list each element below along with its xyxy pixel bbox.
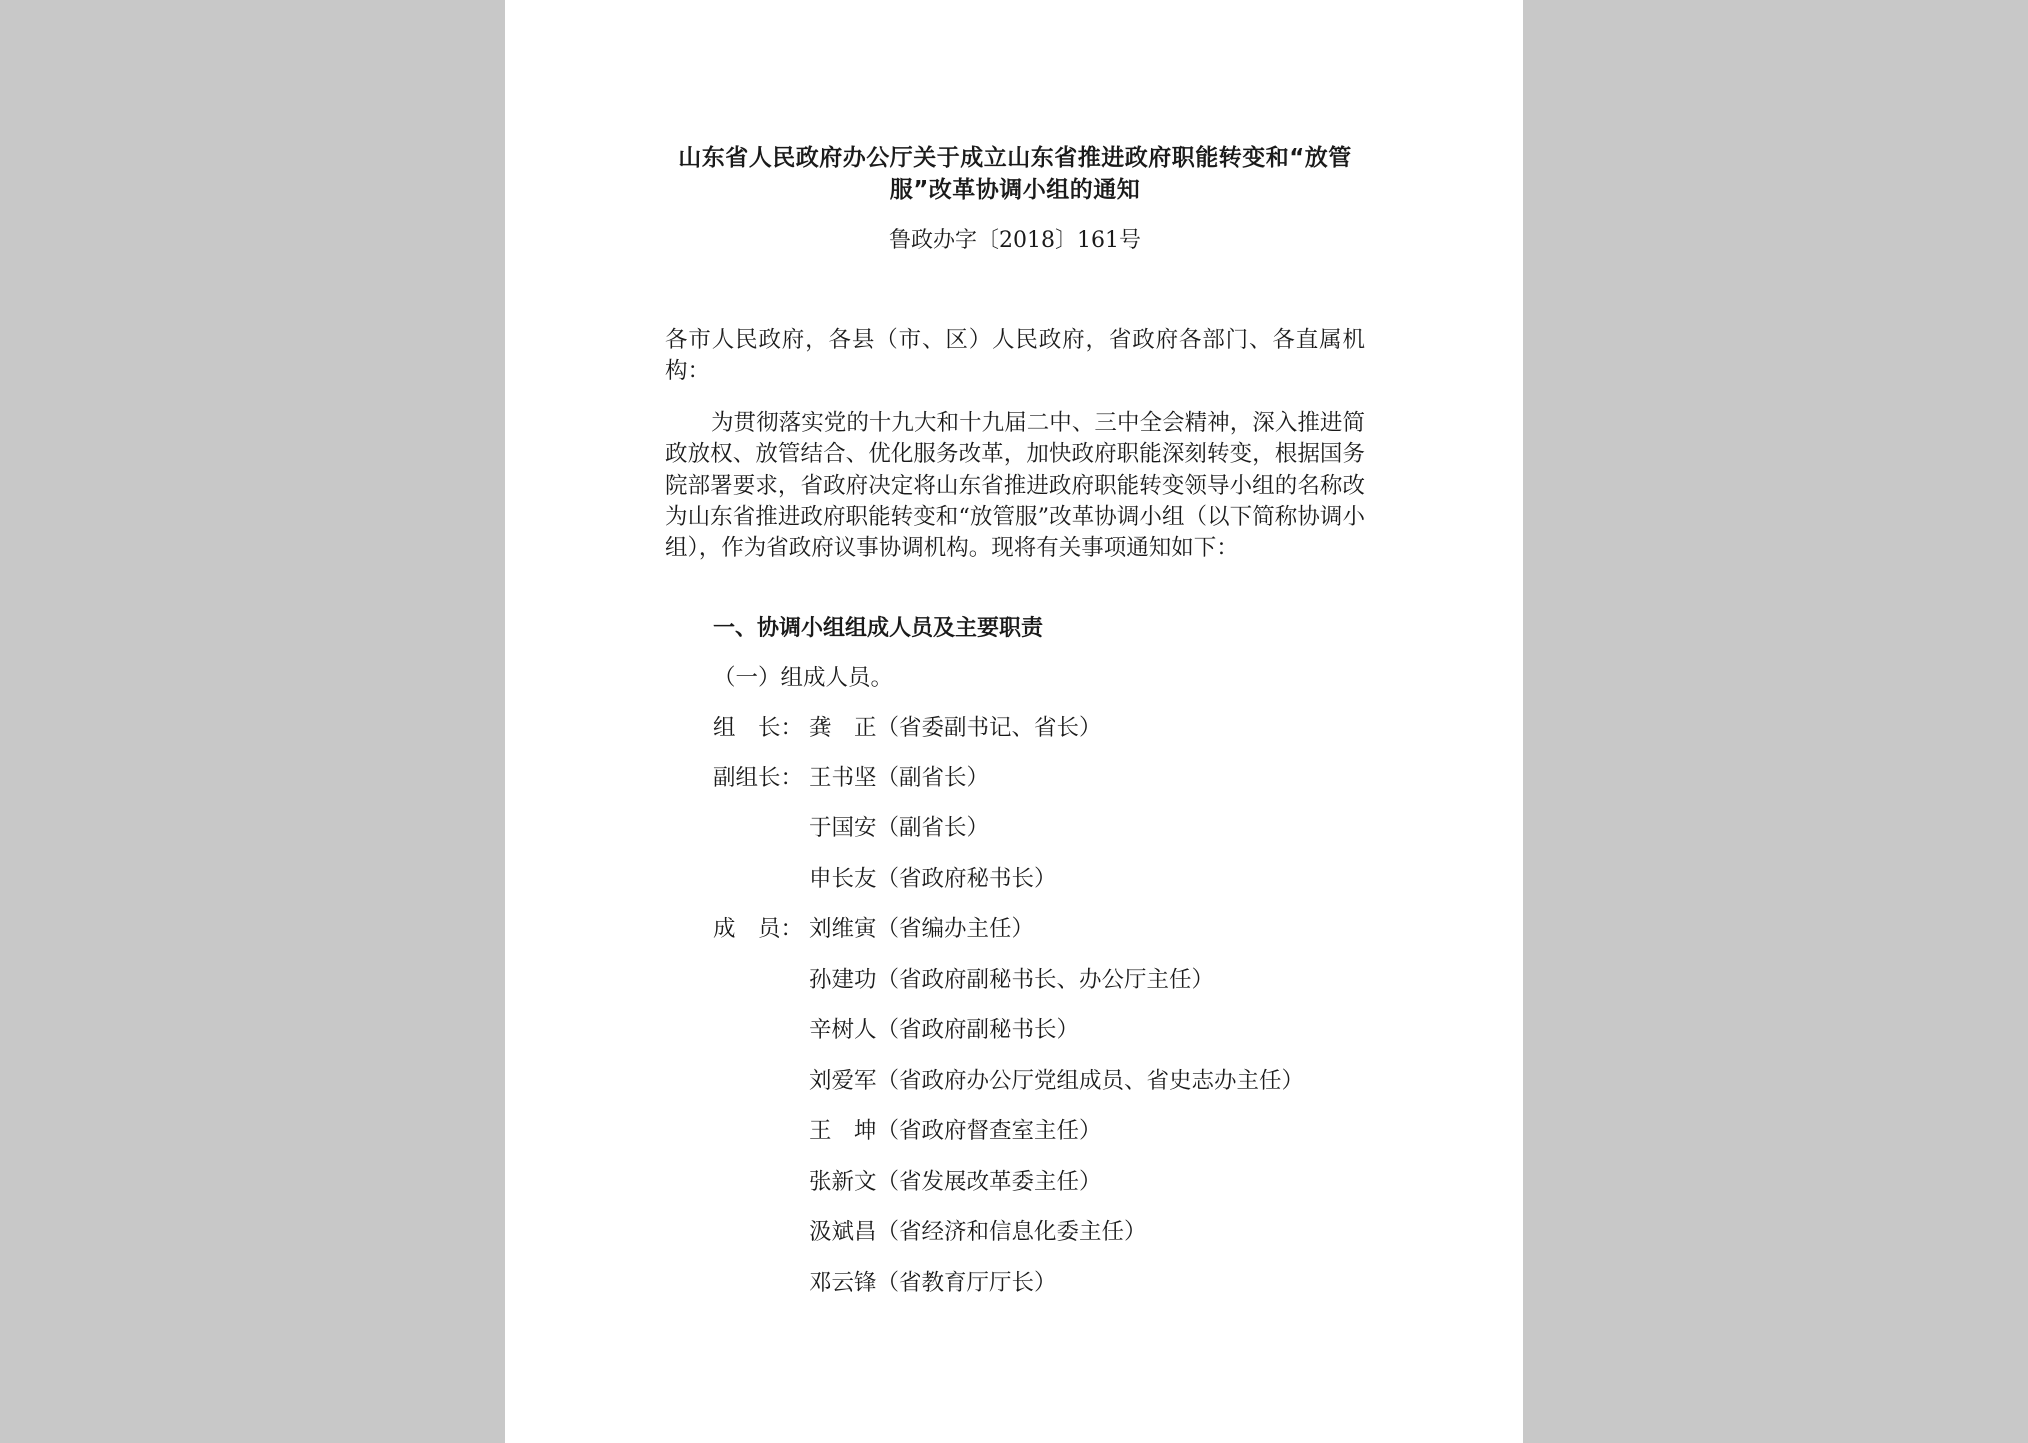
roster-member: 邓云锋（省教育厅厅长） (809, 1270, 1057, 1296)
roster-row (713, 813, 989, 843)
roster-member: 王书坚（副省长） (809, 765, 990, 791)
roster-row (713, 1116, 1102, 1146)
roster-member: 王 坤（省政府督查室主任） (809, 1118, 1102, 1144)
roster-row (713, 763, 989, 793)
subsection-heading: （一）组成人员。 (713, 665, 894, 691)
roster-member: 辛树人（省政府副秘书长） (809, 1017, 1080, 1043)
roster-member: 申长友（省政府秘书长） (809, 866, 1057, 892)
roster-member: 龚 正（省委副书记、省长） (809, 715, 1102, 741)
roster-row (713, 914, 1034, 944)
roster-role: 副组长： (713, 765, 804, 791)
roster-member: 于国安（副省长） (809, 815, 990, 841)
roster-member: 孙建功（省政府副秘书长、办公厅主任） (809, 967, 1215, 993)
roster-member: 汲斌昌（省经济和信息化委主任） (809, 1219, 1147, 1245)
roster-row (713, 864, 1057, 894)
roster-row (713, 1015, 1079, 1045)
document-number: 鲁政办字〔2018〕161号 (889, 228, 1141, 253)
roster-member: 刘维寅（省编办主任） (809, 916, 1035, 942)
intro-paragraph: 为贯彻落实党的十九大和十九届二中、三中全会精神，深入推进简政放权、放管结合、优化服务改革，加快政府职能深刻转变，根据国务院部署要求，省政府决定将山东省推进政府职能转变领导小组的名称改为山东省推进政府职能转变和“放管服”改革协调小组（以下简称协调小组），作为省政府议事协调机构。现将有关事项通知如下： (665, 410, 1365, 562)
roster-row (713, 1066, 1304, 1096)
roster-row (713, 1217, 1147, 1247)
roster-row (713, 1268, 1057, 1298)
addressee-line: 各市人民政府，各县（市、区）人民政府，省政府各部门、各直属机构： (665, 327, 1365, 384)
roster-member: 张新文（省发展改革委主任） (809, 1169, 1102, 1195)
roster-row (713, 713, 1102, 743)
document-page (505, 0, 1523, 1443)
roster-row (713, 965, 1214, 995)
roster-role: 成 员： (713, 916, 804, 942)
roster-member: 刘爱军（省政府办公厅党组成员、省史志办主任） (809, 1068, 1305, 1094)
document-title: 山东省人民政府办公厅关于成立山东省推进政府职能转变和“放管服”改革协调小组的通知 (678, 145, 1352, 203)
section-heading: 一、协调小组组成人员及主要职责 (713, 616, 1044, 641)
roster-row (713, 1167, 1102, 1197)
roster-role: 组 长： (713, 715, 804, 741)
